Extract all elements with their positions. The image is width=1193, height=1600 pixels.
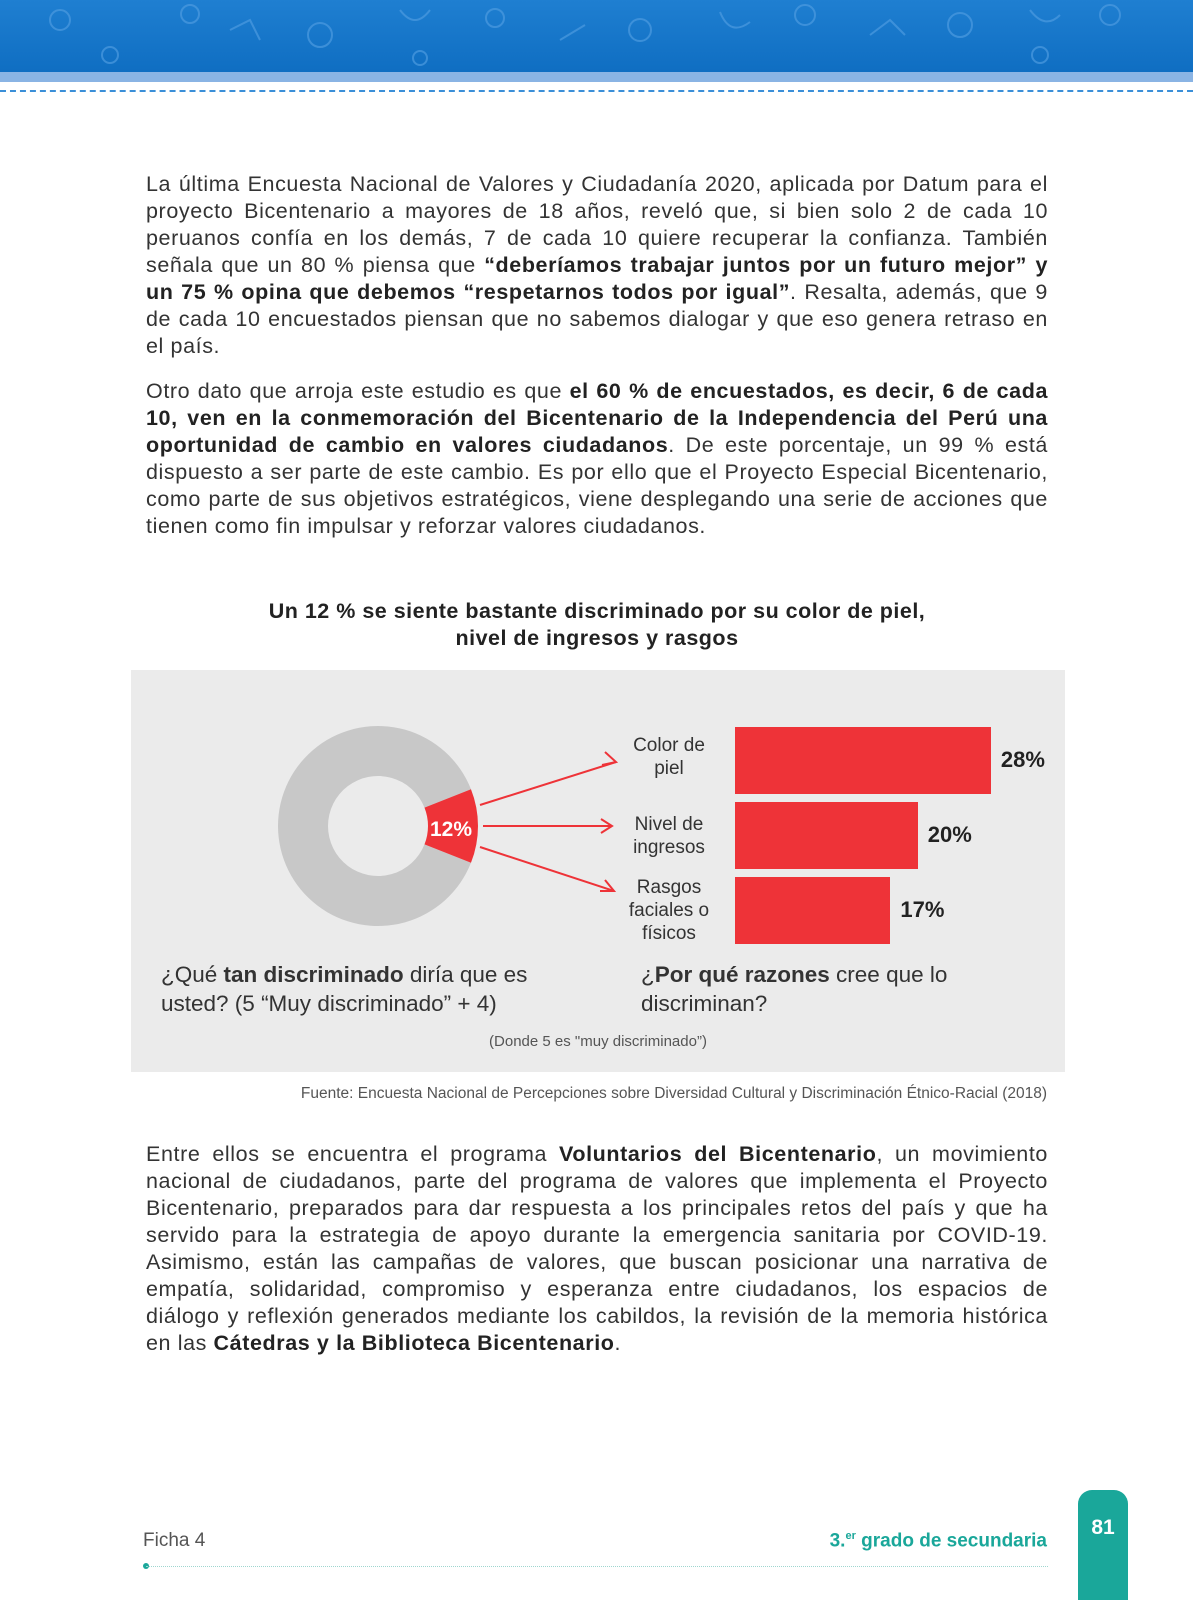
chart-note: (Donde 5 es "muy discriminado”) xyxy=(489,1033,707,1050)
infographic-panel xyxy=(131,670,1065,1072)
paragraph-3 xyxy=(146,1141,1048,1357)
bar-label-color-de-piel: Color de piel xyxy=(633,735,705,779)
page-number-tab xyxy=(1078,1490,1128,1600)
bar-rasgos xyxy=(735,877,890,944)
paragraph-1-text-b: . Resalta, además, que 9 de cada 10 encuestados piensan que no sabemos dialogar y que eso genera retraso en el país. xyxy=(146,280,1048,358)
chart-title-line-1: Un 12 % se siente bastante discriminado por su color de piel, xyxy=(268,599,926,623)
banner-doodles xyxy=(0,0,1193,72)
paragraph-3-bold-a: Voluntarios del Bicentenario xyxy=(559,1142,877,1166)
header-strip xyxy=(0,72,1193,82)
bar-label-rasgos: Rasgos faciales o físicos xyxy=(628,877,710,944)
donut-highlight-label: 12% xyxy=(429,818,473,841)
paragraph-2-bold: el 60 % de encuestados, es decir, 6 de cada 10, ven en la conmemoración del Bicentenario de la Independencia del Perú una oportunidad de cambio en valores ciudadanos xyxy=(146,379,1048,457)
paragraph-3-text-b: , un movimiento nacional de ciudadanos, parte del programa de valores que implementa el Proyecto Bicentenario, preparados para dar respuesta a los principales retos del país y que ha servido para la estrategia de apoyo durante la emergencia sanitaria por COVID-19. Asimismo, están las campañas de valores, que buscan posicionar una narrativa de empatía, solidaridad, compromiso y esperanza entre ciudadanos, los espacios de diálogo y reflexión generados mediante los cabildos, la revisión de la memoria histórica en las xyxy=(146,1142,1048,1355)
paragraph-3-text-a: Entre ellos se encuentra el programa xyxy=(146,1142,559,1166)
paragraph-2-text-b: . De este porcentaje, un 99 % está dispuesto a ser parte de este cambio. Es por ello que el Proyecto Especial Bicentenario, como parte de sus objetivos estratégicos, viene desplegando una serie de acciones que tienen como fin impulsar y reforzar valores ciudadanos. xyxy=(146,433,1048,538)
header-banner xyxy=(0,0,1193,72)
bar-value-nivel-de-ingresos: 20% xyxy=(927,822,972,847)
source-citation: Fuente: Encuesta Nacional de Percepciones sobre Diversidad Cultural y Discriminación Étnico-Racial (2018) xyxy=(300,1085,1047,1102)
arrow-rasgos xyxy=(480,847,614,891)
bar-label-nivel-de-ingresos: Nivel de ingresos xyxy=(633,814,705,858)
footer-divider xyxy=(146,1566,1048,1567)
question-left: ¿Qué tan discriminado diría que es usted? (5 “Muy discriminado” + 4) xyxy=(161,962,528,1016)
bar-value-rasgos: 17% xyxy=(900,897,945,922)
paragraph-3-text-c: . xyxy=(614,1331,622,1355)
arrows xyxy=(480,752,616,891)
question-right: ¿Por qué razones cree que lo discriminan? xyxy=(641,962,948,1016)
paragraph-3-bold-b: Cátedras y la Biblioteca Bicentenario xyxy=(213,1331,615,1355)
donut-chart xyxy=(131,670,1065,970)
footer-ficha: Ficha 4 xyxy=(143,1530,206,1551)
bar-nivel-de-ingresos xyxy=(735,802,918,869)
header-dashed-line xyxy=(0,90,1193,92)
bar-color-de-piel xyxy=(735,727,991,794)
paragraph-2-text-a: Otro dato que arroja este estudio es que xyxy=(146,379,570,403)
paragraph-1 xyxy=(146,171,1048,360)
page-number: 81 xyxy=(1091,1516,1115,1539)
chart-title-line-2: nivel de ingresos y rasgos xyxy=(455,626,739,650)
chart-title xyxy=(146,598,1048,652)
paragraph-1-text-a: La última Encuesta Nacional de Valores y Ciudadanía 2020, aplicada por Datum para el proyecto Bicentenario a mayores de 18 años, reveló que, si bien solo 2 de cada 10 peruanos confía en los demás, 7 de cada 10 quiere recuperar la confianza. También señala que un 80 % piensa que xyxy=(146,172,1048,277)
bar-value-color-de-piel: 28% xyxy=(1000,747,1045,772)
paragraph-1-bold: “deberíamos trabajar juntos por un futuro mejor” y un 75 % opina que debemos “respetarnos todos por igual” xyxy=(146,253,1048,304)
footer-grade: 3.$^{er}$ grado de secundaria xyxy=(829,1530,1047,1552)
arrow-color-de-piel xyxy=(480,762,616,805)
paragraph-2 xyxy=(146,378,1048,540)
